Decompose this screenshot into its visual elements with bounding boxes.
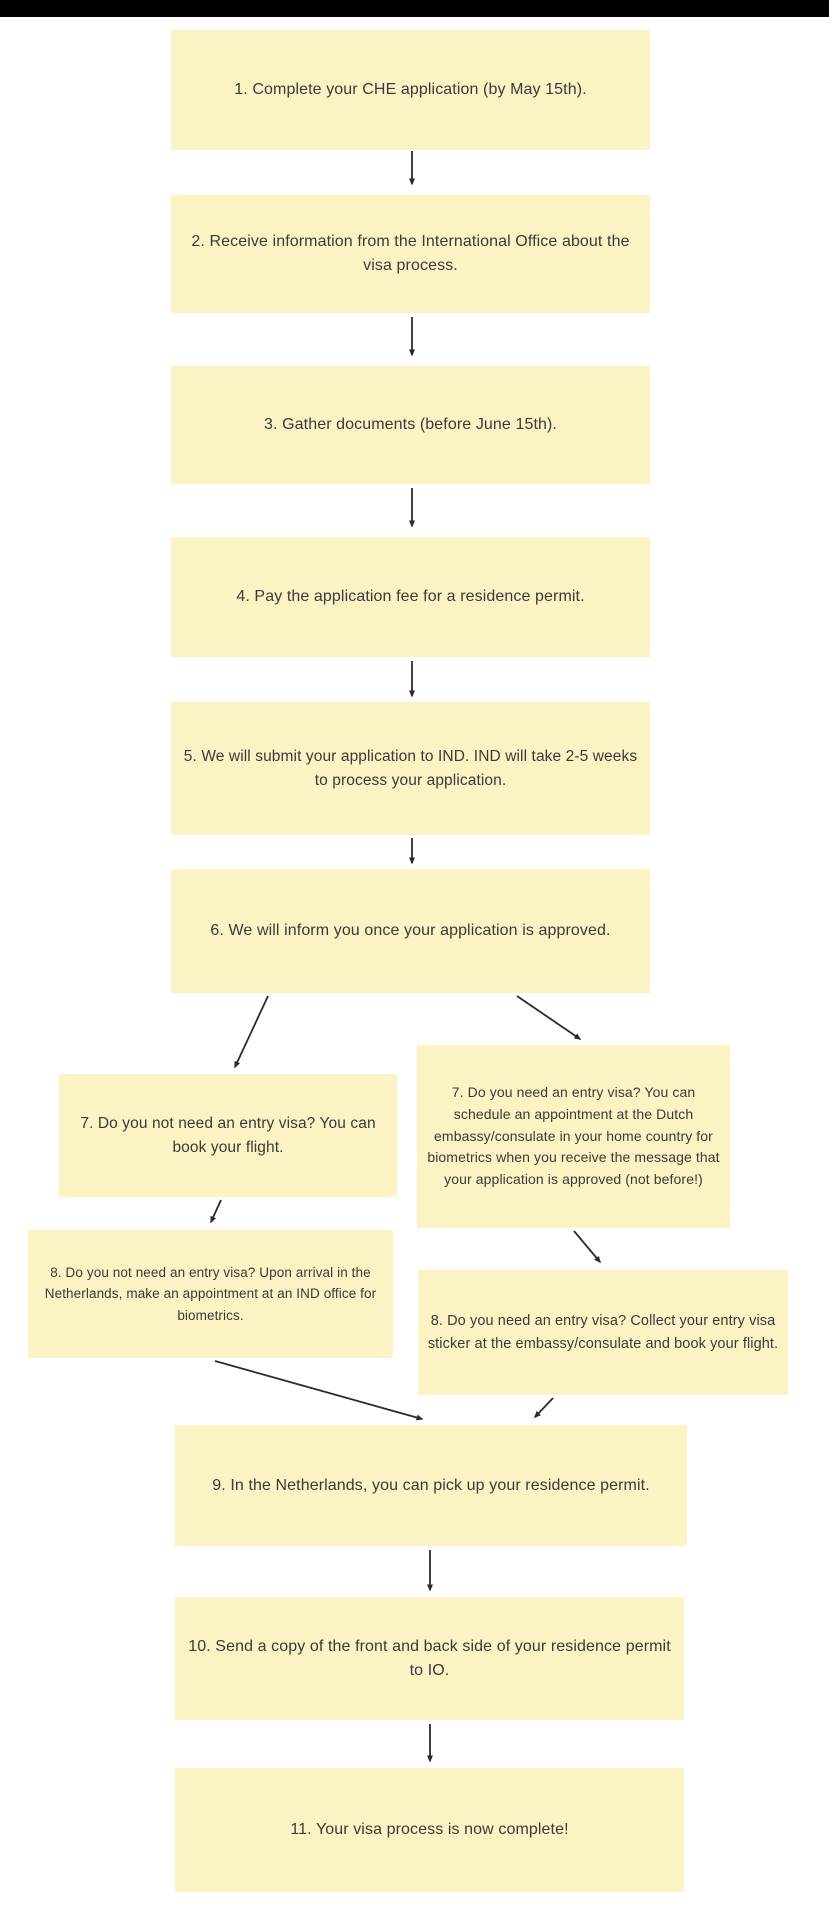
flow-node-step-9: 9. In the Netherlands, you can pick up your residence permit. xyxy=(175,1425,687,1546)
flow-node-step-6: 6. We will inform you once your application is approved. xyxy=(171,869,650,993)
flow-node-step-10: 10. Send a copy of the front and back side of your residence permit to IO. xyxy=(175,1597,684,1720)
arrow-step6-step7-no-visa xyxy=(235,996,268,1067)
flow-node-step-2: 2. Receive information from the International Office about the visa process. xyxy=(171,195,650,313)
arrow-step6-step7-visa xyxy=(517,996,580,1039)
top-black-bar xyxy=(0,0,829,17)
flow-node-step-5: 5. We will submit your application to IND. IND will take 2-5 weeks to process your application. xyxy=(171,702,650,835)
arrow-step8-visa-step9 xyxy=(535,1398,553,1417)
arrow-step7-step8-no-visa xyxy=(211,1200,221,1222)
flow-node-step-4: 4. Pay the application fee for a residence permit. xyxy=(171,537,650,657)
flow-node-step-7-visa: 7. Do you need an entry visa? You can schedule an appointment at the Dutch embassy/consulate in your home country for biometrics when you receive the message that your application is approved (not before!) xyxy=(417,1045,730,1228)
flow-node-step-1: 1. Complete your CHE application (by May 15th). xyxy=(171,30,650,150)
flow-node-step-3: 3. Gather documents (before June 15th). xyxy=(171,366,650,484)
flow-node-step-11: 11. Your visa process is now complete! xyxy=(175,1768,684,1892)
arrow-step8-no-visa-step9 xyxy=(215,1361,422,1419)
flow-node-step-7-no-visa: 7. Do you not need an entry visa? You can book your flight. xyxy=(59,1074,397,1197)
arrow-step7-step8-visa xyxy=(574,1231,600,1262)
flow-node-step-8-visa: 8. Do you need an entry visa? Collect your entry visa sticker at the embassy/consulate and book your flight. xyxy=(418,1270,788,1395)
flow-node-step-8-no-visa: 8. Do you not need an entry visa? Upon arrival in the Netherlands, make an appointment at an IND office for biometrics. xyxy=(28,1230,393,1358)
